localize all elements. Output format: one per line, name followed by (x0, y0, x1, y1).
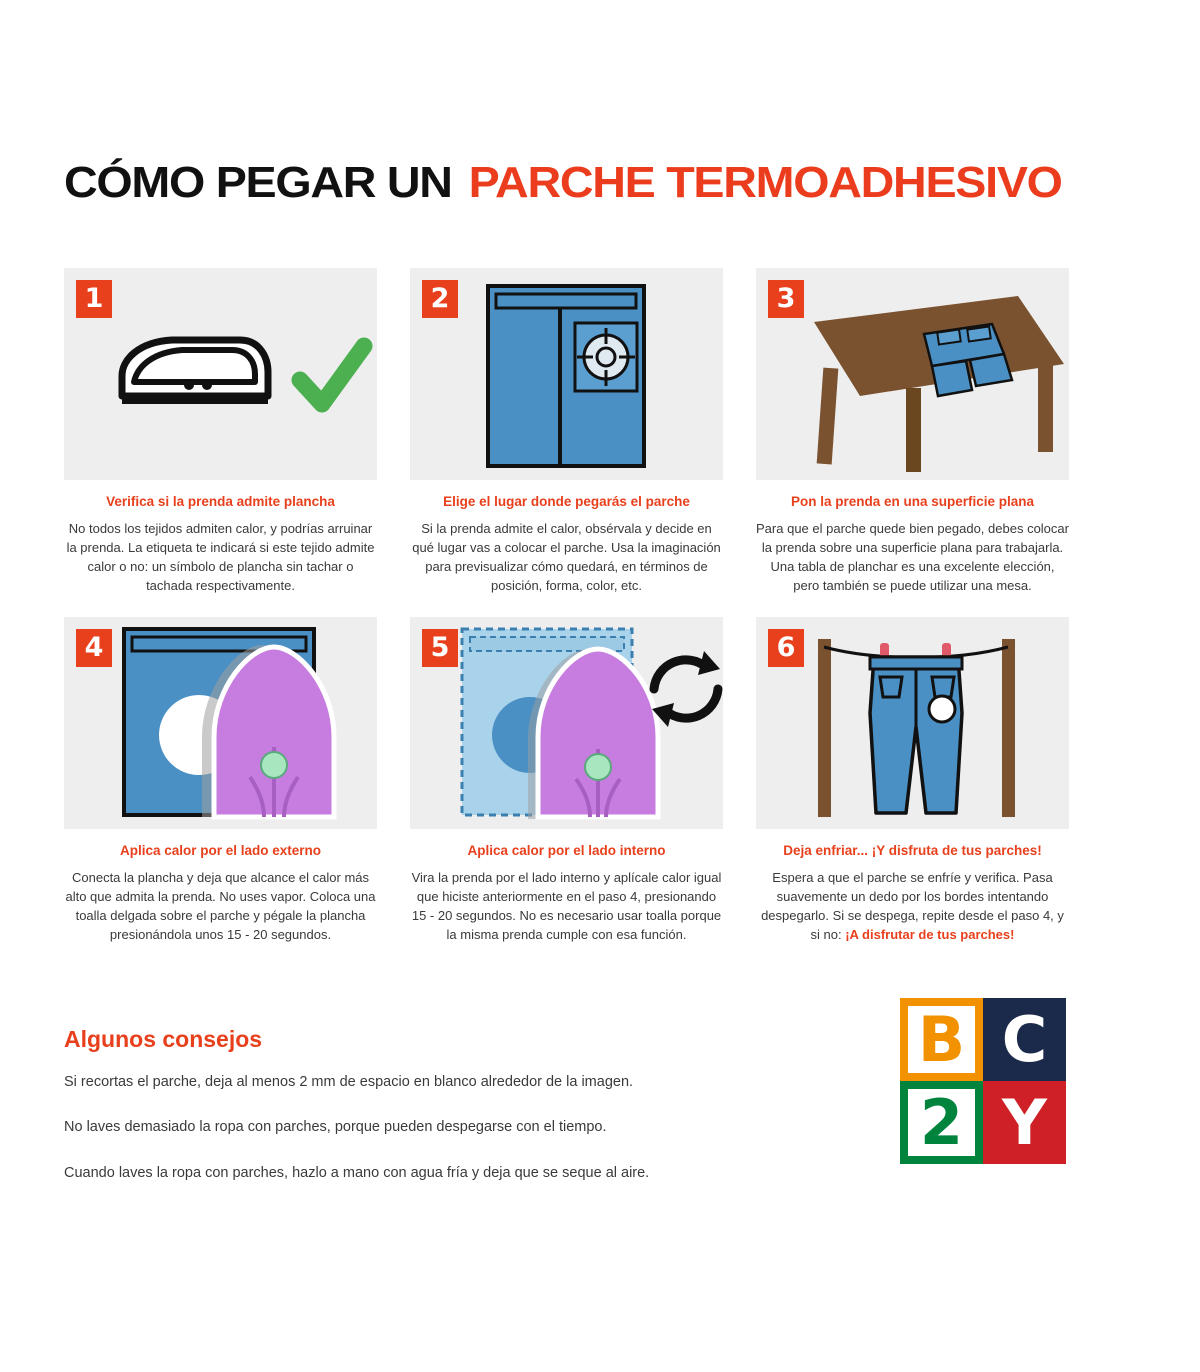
step-3-body: Para que el parche quede bien pegado, debes colocar la prenda sobre una superficie plana para trabajarla. Una tabla de planchar es una excelente elección, pero también se puede utilizar una mesa. (756, 521, 1069, 593)
step-3 (756, 268, 1069, 595)
tip-item-1: Si recortas el parche, deja al menos 2 mm de espacio en blanco alrededor de la imagen. (64, 1074, 634, 1090)
step-4 (64, 617, 377, 944)
step-1-number: 1 (76, 280, 112, 318)
page-title (64, 158, 1062, 208)
step-4-number: 4 (76, 629, 112, 667)
step-1-title: Verifica si la prenda admite plancha (106, 494, 335, 509)
tip-item-3: Cuando laves la ropa con parches, hazlo a mano con agua fría y deja que se seque al aire. (64, 1164, 650, 1181)
step-3-title: Pon la prenda en una superficie plana (790, 494, 1035, 509)
page-title-part2: PARCHE TERMOADHESIVO (468, 158, 1062, 207)
logo-letter-2: 2 (919, 1086, 964, 1159)
logo-letter-b: B (917, 1003, 966, 1076)
step-2-title: Elige el lugar donde pegarás el parche (443, 494, 690, 509)
step-5-body: Vira la prenda por el lado interno y aplícale calor igual que hiciste anteriormente en el paso 4, presionando 15 - 20 segundos. No es necesario usar toalla porque la misma prenda cumple con esa función. (411, 870, 722, 942)
step-3-illustration (756, 268, 1069, 480)
tips-list (64, 1072, 704, 1208)
step-6-body (756, 869, 1069, 944)
bc2y-logo (900, 998, 1066, 1164)
step-2 (410, 268, 723, 595)
step-5-number: 5 (422, 629, 458, 667)
step-4-illustration (64, 617, 377, 829)
step-5 (410, 617, 723, 944)
step-1-body: No todos los tejidos admiten calor, y podrías arruinar la prenda. La etiqueta te indicará si este tejido admite calor o no: un símbolo de plancha sin tachar o tachada respectivamente. (66, 521, 375, 593)
step-4-body: Conecta la plancha y deja que alcance el calor más alto que admita la prenda. No uses vapor. Coloca una toalla delgada sobre el parche y pégale la plancha presionándola unos 15 - 20 segundos. (65, 870, 376, 942)
step-1 (64, 268, 377, 595)
logo-quadrant-y (983, 1081, 1066, 1164)
step-6 (756, 617, 1069, 944)
steps-grid (64, 268, 1069, 945)
logo-quadrant-2 (900, 1081, 983, 1164)
step-2-number: 2 (422, 280, 458, 318)
step-6-body-text: Espera a que el parche se enfríe y verifica. Pasa suavemente un dedo por los bordes intentando despegarlo. Si se despega, repite desde el paso 4, y si no: (761, 870, 1064, 942)
step-5-title: Aplica calor por el lado interno (467, 843, 666, 859)
step-5-illustration (410, 617, 723, 829)
logo-letter-y: Y (1002, 1086, 1047, 1159)
logo-letter-c: C (1001, 1003, 1048, 1076)
step-6-body-highlight: ¡A disfrutar de tus parches! (845, 926, 1015, 942)
step-6-number: 6 (768, 629, 804, 667)
step-6-title: Deja enfriar... ¡Y disfruta de tus parches! (783, 843, 1042, 859)
step-2-illustration (410, 268, 723, 480)
step-4-title: Aplica calor por el lado externo (119, 843, 322, 859)
page-title-part1: CÓMO PEGAR UN (64, 158, 452, 207)
step-1-illustration (64, 268, 377, 480)
tips-heading: Algunos consejos (64, 1026, 263, 1052)
step-6-illustration (756, 617, 1069, 829)
step-2-body: Si la prenda admite el calor, obsérvala y decide en qué lugar vas a colocar el parche. Usa la imaginación para previsualizar cómo quedará, en términos de posición, forma, color, etc. (412, 521, 721, 593)
logo-quadrant-c (983, 998, 1066, 1081)
step-3-number: 3 (768, 280, 804, 318)
rotate-arrows-icon (652, 651, 720, 727)
logo-quadrant-b (900, 998, 983, 1081)
tip-item-2: No laves demasiado la ropa con parches, porque pueden despegarse con el tiempo. (64, 1119, 607, 1136)
